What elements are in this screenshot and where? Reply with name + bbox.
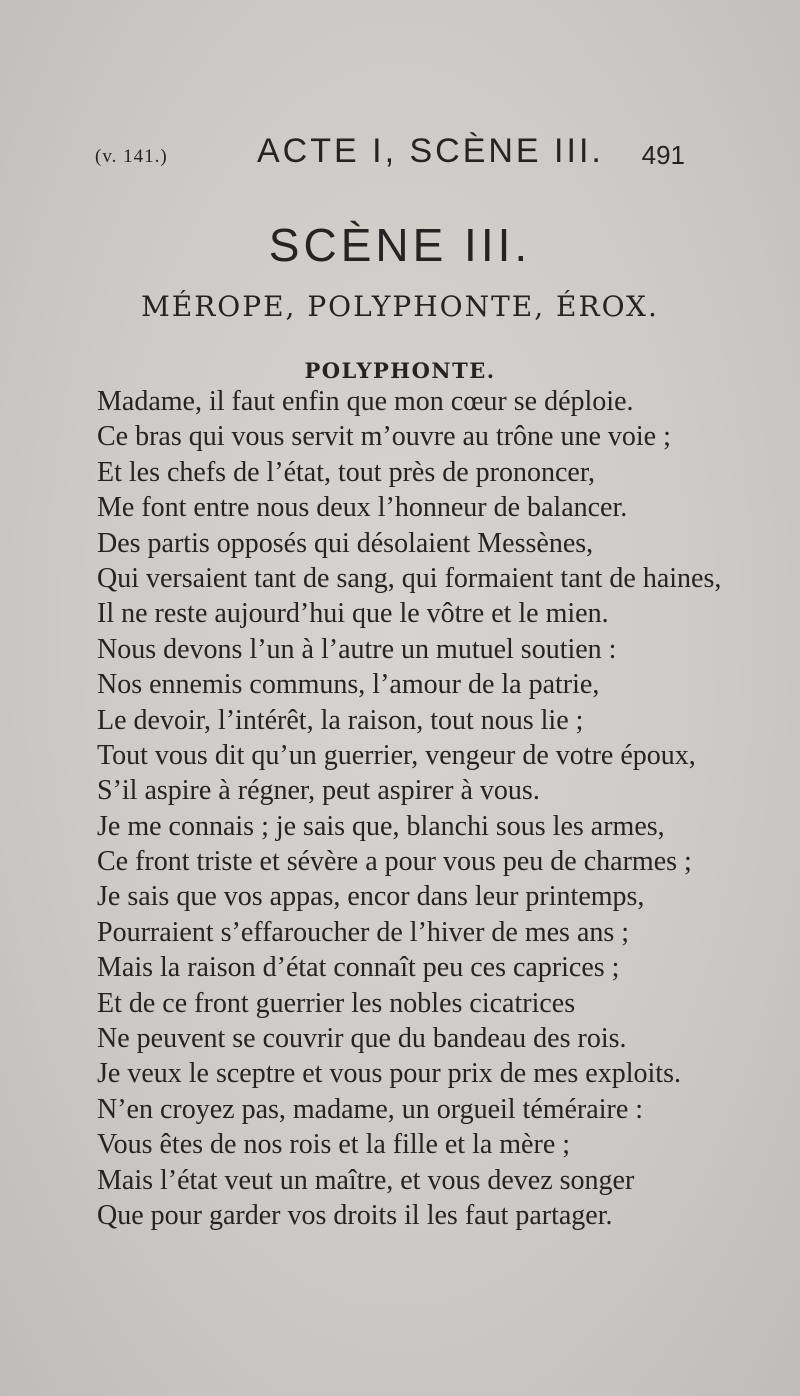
verse-line: Madame, il faut enfin que mon cœur se déploie. <box>97 386 634 417</box>
verse-line: N’en croyez pas, madame, un orgueil téméraire : <box>97 1093 644 1125</box>
verse-line: Que pour garder vos droits il les faut partager. <box>97 1199 613 1231</box>
verse-line: Et les chefs de l’état, tout près de prononcer, <box>97 456 596 488</box>
verse-line: Qui versaient tant de sang, qui formaient tant de haines, <box>97 562 722 594</box>
scene-characters: MÉROPE, POLYPHONTE, ÉROX. <box>141 290 659 323</box>
verse-line: Je me connais ; je sais que, blanchi sous les armes, <box>97 810 665 842</box>
running-title: ACTE I, SCÈNE III. <box>257 132 604 170</box>
running-head <box>95 132 685 172</box>
scene-title: SCÈNE III. <box>268 219 532 271</box>
verse-reference: (v. 141.) <box>95 146 168 167</box>
verse-line: Je sais que vos appas, encor dans leur printemps, <box>97 881 645 913</box>
verse-line: Le devoir, l’intérêt, la raison, tout nous lie ; <box>97 704 584 736</box>
verse-line: Ce front triste et sévère a pour vous peu de charmes ; <box>97 846 692 878</box>
verse-line: Il ne reste aujourd’hui que le vôtre et le mien. <box>97 598 609 630</box>
verse-line: Vous êtes de nos rois et la fille et la mère ; <box>97 1129 571 1161</box>
verse-list <box>97 384 737 1233</box>
verse-line: Nos ennemis communs, l’amour de la patrie, <box>97 669 600 701</box>
verse-line: Des partis opposés qui désolaient Messènes, <box>97 527 594 559</box>
verse-line: Mais la raison d’état connaît peu ces caprices ; <box>97 952 620 984</box>
verse-line: Et de ce front guerrier les nobles cicatrices <box>97 987 576 1019</box>
verse-line: Mais l’état veut un maître, et vous devez songer <box>97 1164 635 1196</box>
verse-line: Ne peuvent se couvrir que du bandeau des rois. <box>97 1023 627 1055</box>
verse-line: Me font entre nous deux l’honneur de balancer. <box>97 492 628 524</box>
verse-line: Nous devons l’un à l’autre un mutuel soutien : <box>97 633 617 665</box>
verse-line: S’il aspire à régner, peut aspirer à vous. <box>97 775 540 807</box>
speaker-name: POLYPHONTE. <box>304 358 496 383</box>
verse-line: Pourraient s’effaroucher de l’hiver de mes ans ; <box>97 916 630 948</box>
page-number: 491 <box>641 140 685 170</box>
verse-line: Tout vous dit qu’un guerrier, vengeur de votre époux, <box>97 739 696 771</box>
verse-line: Je veux le sceptre et vous pour prix de mes exploits. <box>97 1058 681 1090</box>
verse-line: Ce bras qui vous servit m’ouvre au trône une voie ; <box>97 421 671 453</box>
